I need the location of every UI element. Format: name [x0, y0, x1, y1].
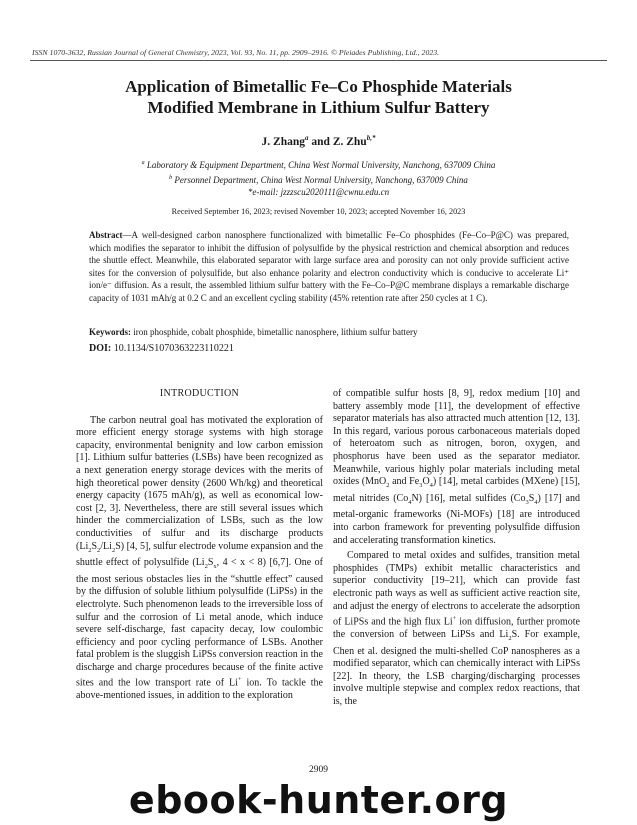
abstract-text: —A well-designed carbon nanosphere functionalized with bimetallic Fe–Co phosphides (Fe–Co–P@C) was prepared, which modifies the separator to inhibit the diffusion of polysulfide by the physical restriction and chemical absorption and reduces the shuttle effect. Meanwhile, this elaborated separator with large surface area and porosity can not only provide sufficient active sites for the conversion of polysulfide, but also enhance polarity and electron conductivity which is conducive to accelerate Li⁺ ion/e⁻ diffusion. As a result, the assembled lithium sulfur battery with the Fe–Co–P@C membrane displays a remarkable discharge capacity of 1031 mAh/g at 0.2 C and an excellent cycling stability (45% retention rate after 250 cycles at 1 C). [89, 230, 569, 303]
page-number: 2909 [309, 765, 328, 775]
left-column [76, 388, 323, 703]
paragraph: of compatible sulfur hosts [8, 9], redox medium [10] and battery assembly mode [11], the development of effective separator materials has also attracted much attention [12, 13]. In this regard, various porous carbonaceous materials doped of heteroatom such as nitrogen, boron, oxygen, and phosphorus have been used as the separator mediator. Meanwhile, various highly polar materials including metal oxides (MnO$_2$ and $Fe_3O_4$) [14], metal carbides (MXene) [15], metal nitrides $(Co_4N)$ [16], metal sulfides $(Co_3S_4)$ [17] and metal-organic frameworks (Ni-MOFs) [18] are introduced into carbon framework for preventing polysulfide diffusion and accelerating transformation kinetics. [333, 388, 580, 546]
title-line-2: Modified Membrane in Lithium Sulfur Battery [147, 98, 490, 117]
author-name: Z. Zhu [332, 135, 367, 148]
doi [89, 343, 569, 354]
abstract-label: Abstract [89, 230, 123, 240]
right-column [333, 388, 580, 709]
received-dates: Received September 16, 2023; revised November 10, 2023; accepted November 16, 2023 [171, 207, 466, 216]
author-list [40, 134, 597, 148]
affiliation-b: $^b$ Personnel Department, China West Normal University, Nanchong, 637009 China [169, 174, 468, 185]
doi-label: DOI: [89, 343, 112, 354]
affiliation-a: $^a$ Laboratory & Equipment Department, China West Normal University, Nanchong, 637009 China [141, 160, 496, 170]
author-name: J. Zhang [261, 135, 306, 148]
author-separator: and [308, 135, 333, 148]
keywords [89, 326, 569, 338]
article-title [40, 76, 597, 118]
header-rule [30, 60, 607, 61]
title-line-1: Application of Bimetallic Fe–Co Phosphide Materials [125, 77, 512, 96]
watermark: ebook-hunter.org [128, 778, 509, 822]
affiliation-marker: a [305, 134, 309, 142]
doi-value[interactable]: 10.1134/S1070363223110221 [111, 343, 234, 354]
section-heading: INTRODUCTION [159, 388, 240, 399]
corresponding-email: *e-mail: jzzzscu2020111@cwnu.edu.cn [247, 187, 390, 197]
paragraph: The carbon neutral goal has motivated the exploration of more efficient energy storage systems with high storage capacity, environmental benignity and low carbon emission [1]. Lithium sulfur batteries (LSBs) have been recognized as a next generation energy storage devices with the merits of high theoretical power density (2600 Wh/kg) and theoretical energy capacity (1675 mAh/g), as well as economical low-cost [2, 3]. Nevertheless, there are still several issues which hinder the commercialization of LSBs, such as the low conductivities of sulfur and its discharge products $(Li_2S_2/Li_2S)$ [4, 5], sulfur electrode volume expansion and the shuttle effect of polysulfide ($Li_2S_x$, 4 < x < 8) [6,7]. One of the most serious obstacles lies in the “shuttle effect” caused by the diffusion of soluble lithium polysulfide (LiPSs) in the electrolyte. Such phenomenon leads to the irreversible loss of sulfur and the corrosion of Li metal anode, which induce severe self-discharge, fast capacity decay, low coulombic efficiency and poor cycling performance of LSBs. Another fatal problem is the sluggish LiPSs conversion reaction in the discharge and charge procedures because of the finite active sites and the low transport rate of Li+ ion. To tackle the above-mentioned issues, in addition to the exploration [76, 414, 323, 702]
paragraph: Compared to metal oxides and sulfides, transition metal phosphides (TMPs) exhibit metallic characteristics and superior conductivity [19–21], which can provide fast electronic path ways as well as sufficient active reaction site, and adjust the energy of electrons to accelerate the adsorption of LiPSs and the high flux Li+ ion diffusion, further promote the conversion of between LiPSs and $Li_2S$. For example, Chen et al. designed the multi-shelled CoP nanospheres as a modified separator, which can chemically interact with LiPSs [22]. In theory, the LSB charging/discharging processes involve multiple stepwise and complex redox reactions, that is, the [333, 550, 581, 707]
affiliations [40, 157, 597, 199]
keywords-label: Keywords: [89, 327, 131, 337]
keywords-text: iron phosphide, cobalt phosphide, bimetallic nanosphere, lithium sulfur battery [131, 327, 418, 337]
abstract [89, 229, 569, 305]
affiliation-marker: b,* [366, 134, 376, 142]
journal-header: ISSN 1070-3632, Russian Journal of General Chemistry, 2023, Vol. 93, No. 11, pp. 2909–2916. © Pleiades Publishing, Ltd., 2023. [32, 48, 440, 57]
